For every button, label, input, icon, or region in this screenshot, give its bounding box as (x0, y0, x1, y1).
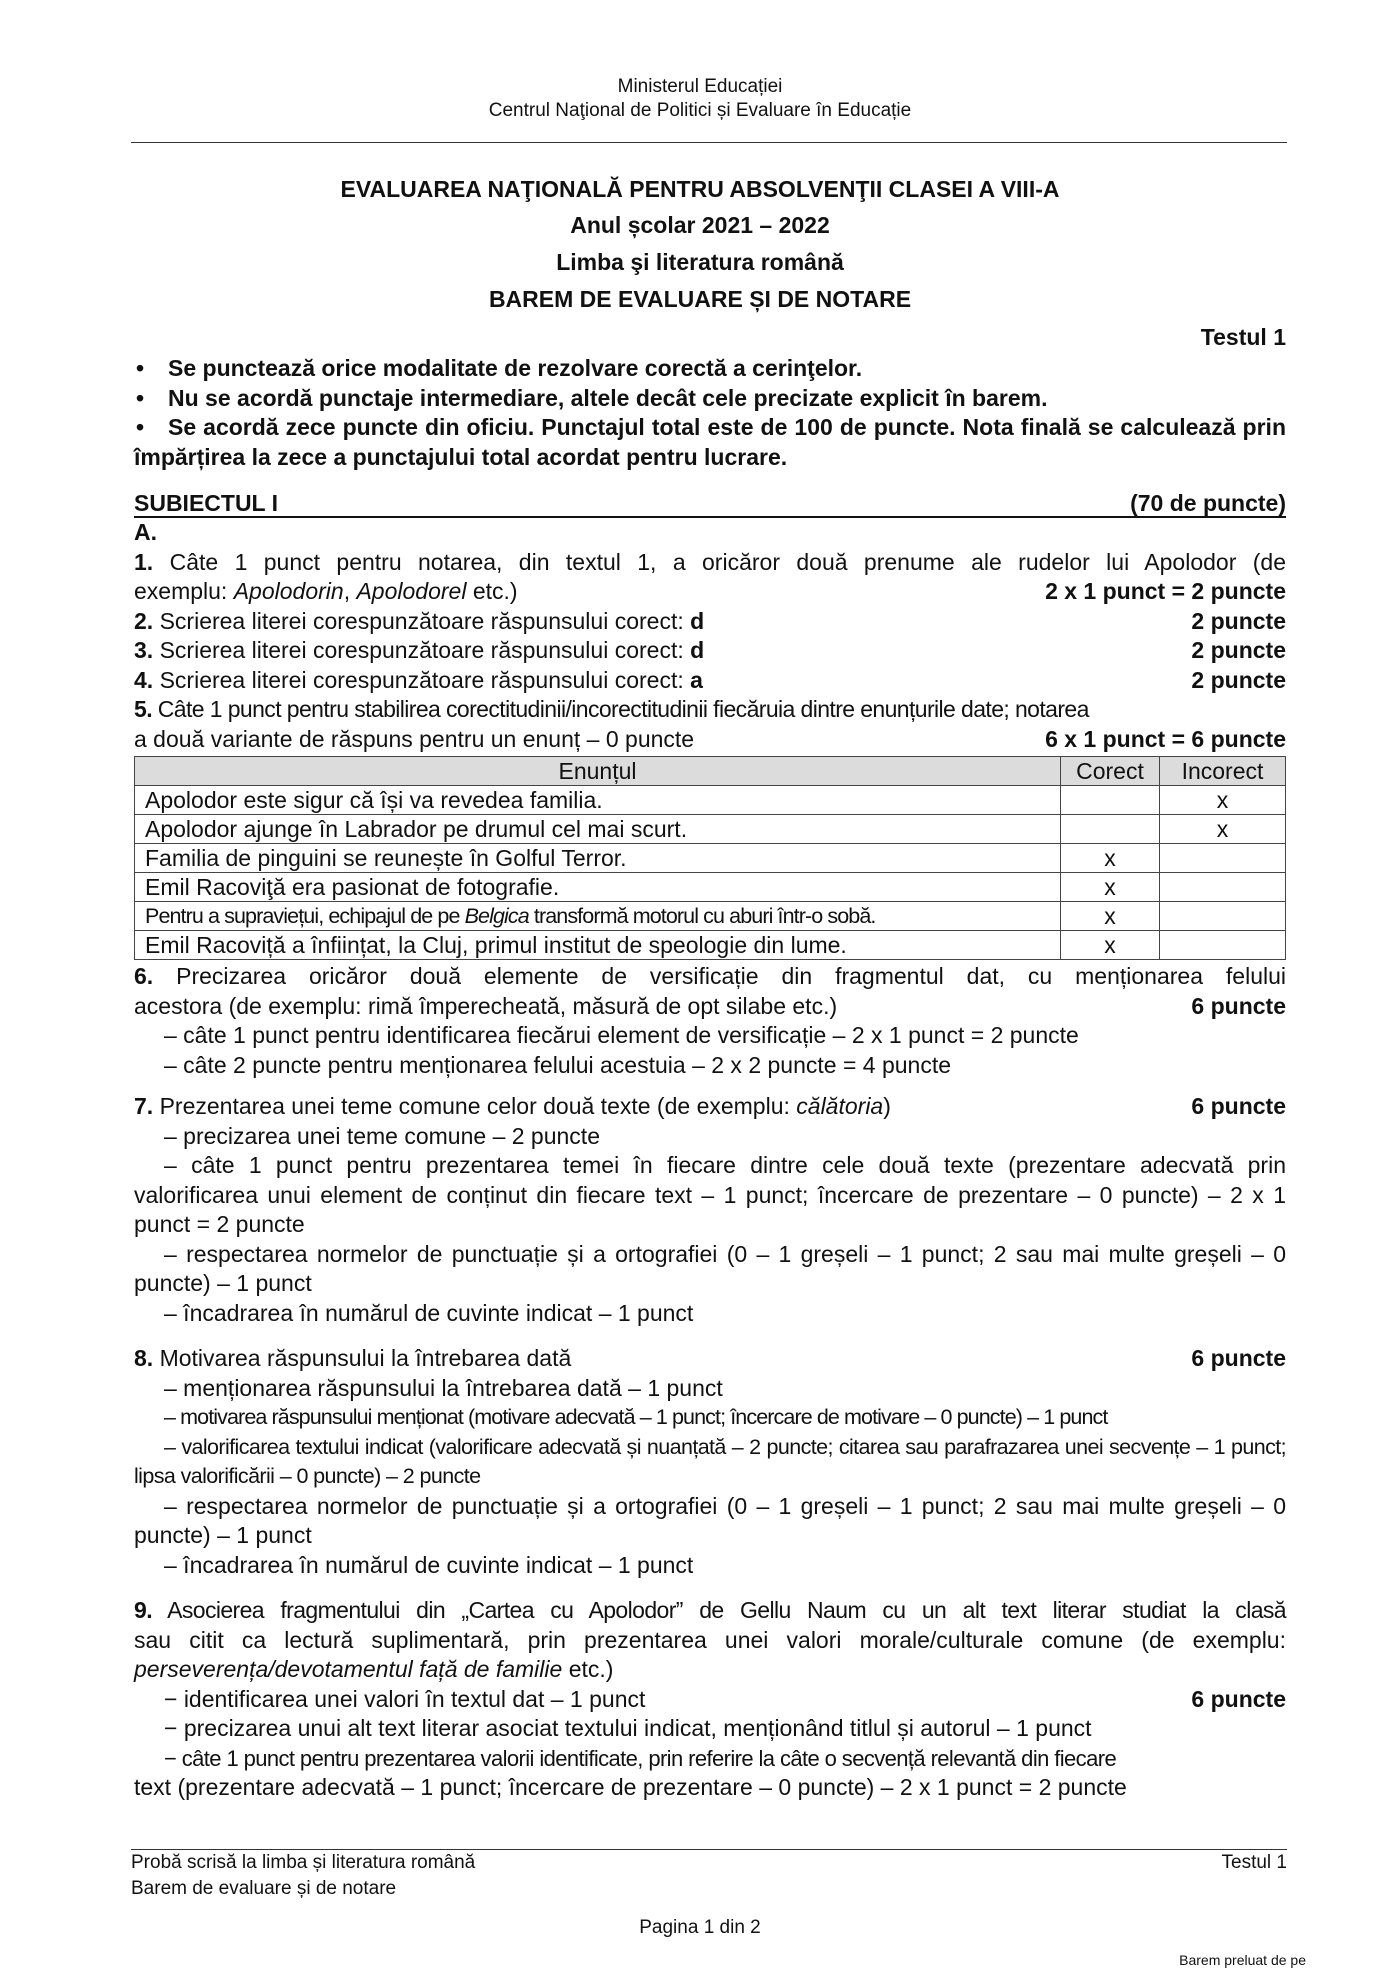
item-text: Asocierea fragmentului din „Cartea cu Apolodor” de Gellu Naum cu un alt text literar studiat la clasă (167, 1597, 1286, 1623)
item-text: Câte 1 punct pentru notarea, din textul 1, a oricăror două prenume ale rudelor lui Apolodor (de (169, 548, 1286, 575)
spacer (134, 1080, 1286, 1092)
subject-title: SUBIECTUL I (134, 490, 278, 516)
statement-cell: Apolodor este sigur că își va revedea familia. (135, 786, 1061, 815)
example-name: Apolodorin (233, 578, 344, 604)
rule-text: Se acordă zece puncte din oficiu. Punctajul total este de 100 de puncte. Nota finală se calculează prin împărțirea la zece a punctajului total acordat pentru lucrare. (134, 414, 1286, 470)
ship-name: Belgica (464, 904, 529, 928)
item-6-line-1 (134, 962, 1286, 992)
item-7-criterion: – încadrarea în numărul de cuvinte indicat – 1 punct (164, 1299, 694, 1326)
footer-exam-name: Probă scrisă la limba și literatura română (131, 1852, 476, 1873)
item-score: 6 puncte (1191, 1685, 1286, 1712)
item-text: Scrierea literei corespunzătoare răspunsului corect: (159, 607, 691, 634)
rule-item (134, 354, 1286, 384)
item-8-criterion: – valorificarea textului indicat (valorificare adecvată și nuanțată – 2 puncte; citarea sau parafrazarea unei secvențe – 1 punct; lipsa valorificării – 0 puncte) – 2 puncte (134, 1434, 1286, 1488)
item-text: Precizarea oricăror două elemente de versificație din fragmentul dat, cu menționarea felului (176, 963, 1287, 989)
ministry-name: Ministerul Educației (617, 76, 783, 97)
table-row (135, 873, 1286, 902)
center-name: Centrul Naţional de Politici și Evaluare în Educație (488, 100, 912, 121)
table-header-row (135, 757, 1286, 786)
item-1-line-2 (134, 577, 1286, 607)
correct-cell: x (1061, 931, 1160, 960)
item-text: , (343, 578, 357, 604)
correct-cell: x (1061, 873, 1160, 902)
table-row (135, 931, 1286, 960)
item-6-line-2 (134, 992, 1286, 1022)
item-number: 3. (134, 637, 154, 663)
item-text: sau citit ca lectură suplimentară, prin prezentarea unei valori morale/culturale comune (de exemplu: (134, 1626, 1286, 1653)
item-text: Scrierea literei corespunzătoare răspunsului corect: (159, 637, 691, 663)
item-5-line-1 (134, 695, 1286, 725)
correct-cell: x (1061, 902, 1160, 931)
item-8-criterion: – încadrarea în numărul de cuvinte indicat – 1 punct (164, 1551, 694, 1578)
item-7-criterion: – câte 1 punct pentru prezentarea temei în fiecare dintre cele două texte (prezentare adecvată prin valorificarea unui element de conținut din fiecare text – 1 punct; încercare de prezentare – 0 puncte) – 2 x 1 punct = 2 puncte (134, 1152, 1286, 1237)
item-9-line-2 (134, 1626, 1286, 1656)
item-number: 8. (134, 1345, 154, 1371)
item-text: etc.) (562, 1656, 614, 1682)
item-9-criterion: − câte 1 punct pentru prezentarea valorii identificate, prin referire la câte o secvență relevantă din fiecare (164, 1745, 1117, 1771)
item-2 (134, 607, 1286, 637)
barem-title: BAREM DE EVALUARE ȘI DE NOTARE (488, 286, 912, 312)
spacer (134, 1580, 1286, 1596)
spacer (134, 1328, 1286, 1344)
item-score: 6 puncte (1191, 1093, 1286, 1119)
item-number: 6. (134, 963, 154, 989)
column-header: Corect (1061, 757, 1160, 786)
subject-heading (134, 490, 1286, 518)
incorrect-cell: x (1160, 786, 1286, 815)
bullet-icon: • (136, 414, 145, 440)
item-text: Motivarea răspunsului la întrebarea dată (159, 1345, 572, 1371)
statement-cell: Emil Racoviţă era pasionat de fotografie. (135, 873, 1061, 902)
item-7-line-1 (134, 1092, 1286, 1122)
item-score: 6 x 1 punct = 6 puncte (1045, 725, 1286, 752)
correct-cell (1061, 815, 1160, 844)
item-number: 5. (134, 696, 152, 722)
item-4 (134, 666, 1286, 696)
subject-name: Limba şi literatura română (556, 249, 844, 275)
item-text: exemplu: (134, 578, 234, 604)
item-answer: a (690, 666, 703, 693)
school-year: Anul școlar 2021 – 2022 (570, 212, 830, 238)
test-label: Testul 1 (1200, 324, 1286, 350)
item-1-line-1 (134, 548, 1286, 578)
rule-text: Se punctează orice modalitate de rezolvare corectă a cerinţelor. (168, 355, 863, 381)
bullet-icon: • (136, 355, 145, 381)
incorrect-cell (1160, 873, 1286, 902)
statement-cell: Apolodor ajunge în Labrador pe drumul cel mai scurt. (135, 815, 1061, 844)
item-9-criterion: − precizarea unui alt text literar asociat textului indicat, menționând titlul și autorul – 1 punct (164, 1715, 1092, 1741)
item-8-criterion: – respectarea normelor de punctuație și a ortografiei (0 – 1 greșeli – 1 punct; 2 sau mai multe greșeli – 0 puncte) – 1 punct (134, 1492, 1286, 1548)
statements-table (134, 756, 1286, 960)
item-text: etc.) (466, 578, 518, 604)
item-answer: d (690, 607, 705, 634)
item-answer: d (690, 637, 705, 663)
item-3 (134, 636, 1286, 666)
exam-title: EVALUAREA NAŢIONALĂ PENTRU ABSOLVENŢII CLASEI A VIII-A (340, 176, 1060, 202)
item-text: acestora (de exemplu: rimă împerecheată, măsură de opt silabe etc.) (134, 992, 838, 1019)
incorrect-cell: x (1160, 815, 1286, 844)
footer-test-label: Testul 1 (1221, 1852, 1287, 1873)
page-number: Pagina 1 din 2 (639, 1917, 761, 1938)
item-score: 2 puncte (1191, 666, 1286, 693)
item-9-criterion: − identificarea unei valori în textul dat – 1 punct (164, 1685, 646, 1712)
item-text: Scrierea literei corespunzătoare răspunsului corect: (159, 666, 691, 693)
statement-text: Pentru a supraviețui, echipajul de pe (145, 904, 465, 928)
item-number: 7. (134, 1093, 154, 1119)
item-text: Prezentarea unei teme comune celor două texte (de exemplu: (159, 1093, 797, 1119)
incorrect-cell (1160, 844, 1286, 873)
table-row (135, 902, 1286, 931)
example-value: perseverența/devotamentul față de familie (134, 1656, 563, 1682)
item-score: 2 puncte (1191, 607, 1286, 634)
item-8-criterion: – menționarea răspunsului la întrebarea dată – 1 punct (164, 1374, 723, 1401)
table-row (135, 844, 1286, 873)
item-number: 2. (134, 607, 154, 634)
incorrect-cell (1160, 931, 1286, 960)
item-score: 2 x 1 punct = 2 puncte (1045, 578, 1286, 604)
example-name: Apolodorel (356, 578, 467, 604)
example-theme: călătoria (796, 1093, 884, 1119)
item-text: ) (883, 1093, 891, 1119)
barem-content (134, 354, 1286, 1803)
statement-cell: Emil Racoviță a înființat, la Cluj, primul institut de speologie din lume. (135, 931, 1061, 960)
column-header: Incorect (1160, 757, 1286, 786)
source-note: Barem preluat de pe (1179, 1952, 1306, 1968)
subject-points: (70 de puncte) (1130, 490, 1286, 516)
item-8-criterion: – motivarea răspunsului menționat (motivare adecvată – 1 punct; încercare de motivare – 0 puncte) – 1 punct (164, 1405, 1108, 1429)
bullet-icon: • (136, 384, 145, 411)
rule-item (134, 413, 1286, 472)
statement-cell: Familia de pinguini se reunește în Golful Terror. (135, 844, 1061, 873)
statement-cell (135, 902, 1061, 931)
item-text: a două variante de răspuns pentru un enunț – 0 puncte (134, 725, 695, 752)
rule-item (134, 384, 1286, 414)
item-score: 6 puncte (1191, 1345, 1286, 1371)
item-6-criterion: – câte 2 puncte pentru menționarea felului acestuia – 2 x 2 puncte = 4 puncte (164, 1051, 952, 1078)
item-7-criterion: – respectarea normelor de punctuație și a ortografiei (0 – 1 greșeli – 1 punct; 2 sau mai multe greșeli – 0 puncte) – 1 punct (134, 1240, 1286, 1296)
item-number: 4. (134, 666, 154, 693)
item-9-criterion: text (prezentare adecvată – 1 punct; încercare de prezentare – 0 puncte) – 2 x 1 punct = 2 puncte (134, 1774, 1127, 1800)
column-header: Enunțul (135, 757, 1061, 786)
part-label: A. (134, 519, 157, 545)
header-rule (131, 142, 1287, 143)
item-number: 9. (134, 1597, 152, 1623)
item-6-criterion: – câte 1 punct pentru identificarea fiecărui element de versificație – 2 x 1 punct = 2 puncte (164, 1022, 1079, 1048)
item-number: 1. (134, 548, 154, 575)
table-row (135, 786, 1286, 815)
correct-cell (1061, 786, 1160, 815)
item-8-line-1 (134, 1344, 1286, 1374)
item-7-criterion: – precizarea unei teme comune – 2 puncte (164, 1122, 600, 1149)
footer-row (131, 1850, 1287, 1876)
page-footer (131, 1849, 1287, 1902)
item-9-line-3 (134, 1655, 1286, 1685)
rule-text: Nu se acordă punctaje intermediare, altele decât cele precizate explicit în barem. (168, 384, 1048, 411)
table-row (135, 815, 1286, 844)
incorrect-cell (1160, 902, 1286, 931)
item-score: 2 puncte (1191, 637, 1286, 663)
item-5-line-2 (134, 725, 1286, 755)
item-9-line-1 (134, 1596, 1286, 1626)
correct-cell: x (1061, 844, 1160, 873)
item-text: Câte 1 punct pentru stabilirea corectitudinii/incorectitudinii fiecăruia dintre enunțurile date; notarea (157, 696, 1089, 722)
footer-doc-name: Barem de evaluare și de notare (131, 1878, 397, 1899)
item-score: 6 puncte (1191, 992, 1286, 1019)
statement-text: transformă motorul cu aburi într-o sobă. (528, 904, 876, 928)
